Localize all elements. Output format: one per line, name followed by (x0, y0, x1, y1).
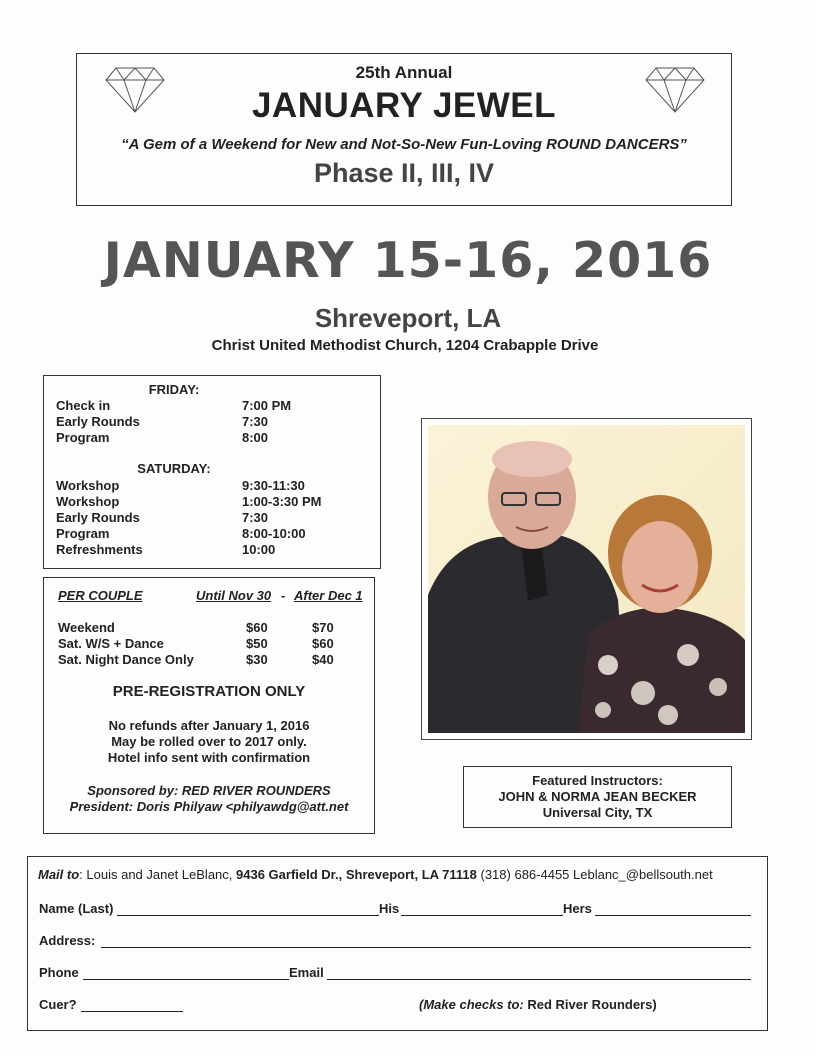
schedule-time: 9:30-11:30 (242, 478, 305, 493)
instructors-location: Universal City, TX (542, 805, 653, 820)
schedule-time: 7:30 (242, 414, 269, 429)
phone-email-row (39, 965, 757, 983)
email-field[interactable] (327, 965, 751, 980)
late-price: $60 (312, 636, 334, 651)
schedule-activity: Early Rounds (56, 414, 140, 429)
schedule-time: 7:00 PM (242, 398, 292, 413)
price-row (58, 620, 368, 636)
phone-field[interactable] (83, 965, 289, 980)
schedule-activity: Program (56, 526, 110, 541)
instructors-photo (428, 425, 745, 733)
schedule-row (56, 478, 366, 494)
price-label: Weekend (58, 620, 115, 635)
schedule-time: 8:00 (242, 430, 269, 445)
featured-instructors-box (463, 766, 732, 828)
schedule-row (56, 414, 366, 430)
schedule-time: 1:00-3:30 PM (242, 494, 322, 509)
email-label: Email (289, 965, 324, 980)
price-label: Sat. W/S + Dance (58, 636, 164, 651)
schedule-activity: Refreshments (56, 542, 143, 557)
event-header-box (76, 53, 732, 206)
make-checks-label: (Make checks to: (419, 997, 524, 1012)
phase-levels: Phase II, III, IV (313, 158, 495, 188)
late-price-heading: After Dec 1 (294, 588, 363, 603)
annual-label: 25th Annual (355, 63, 453, 82)
schedule-row (56, 542, 366, 558)
cuer-label: Cuer? (39, 997, 77, 1012)
instructors-photo-frame (421, 418, 752, 740)
schedule-activity: Workshop (56, 494, 120, 509)
cuer-field[interactable] (81, 997, 183, 1012)
price-label: Sat. Night Dance Only (58, 652, 194, 667)
schedule-row (56, 510, 366, 526)
name-last-label: Name (Last) (39, 901, 114, 916)
schedule-box (43, 375, 381, 569)
saturday-heading: SATURDAY: (137, 461, 211, 476)
hers-label: Hers (563, 901, 592, 916)
event-tagline: “A Gem of a Weekend for New and Not-So-New Fun-Loving ROUND DANCERS” (121, 136, 687, 153)
late-price: $70 (312, 620, 334, 635)
mail-to-name: : Louis and Janet LeBlanc, (79, 867, 237, 882)
early-price: $50 (246, 636, 268, 651)
mail-to-line (38, 867, 763, 882)
pricing-box (43, 577, 375, 834)
event-dates: JANUARY 15-16, 2016 (103, 232, 713, 289)
schedule-row (56, 398, 366, 414)
price-heading-separator: - (281, 588, 286, 603)
late-price: $40 (312, 652, 334, 667)
early-price: $30 (246, 652, 268, 667)
his-label: His (379, 901, 400, 916)
event-venue: Christ United Methodist Church, 1204 Crabapple Drive (211, 337, 599, 354)
mail-to-contact: (318) 686-4455 Leblanc_@bellsouth.net (476, 867, 713, 882)
make-checks-payee: Red River Rounders) (523, 997, 657, 1012)
make-checks-note (419, 997, 657, 1012)
schedule-time: 7:30 (242, 510, 269, 525)
schedule-row (56, 494, 366, 510)
registration-form (27, 856, 768, 1031)
schedule-activity: Check in (56, 398, 111, 413)
policy-note: No refunds after January 1, 2016 (108, 718, 310, 733)
schedule-time: 10:00 (242, 542, 276, 557)
event-title: JANUARY JEWEL (251, 86, 557, 125)
his-field[interactable] (401, 901, 563, 916)
early-price: $60 (246, 620, 268, 635)
preregistration-notice: PRE-REGISTRATION ONLY (112, 683, 306, 700)
mail-to-address: 9436 Garfield Dr., Shreveport, LA 71118 (236, 867, 477, 882)
per-couple-heading: PER COUPLE (58, 588, 143, 603)
address-field[interactable] (101, 933, 751, 948)
early-price-heading: Until Nov 30 (196, 588, 272, 603)
address-label: Address: (39, 933, 96, 948)
instructors-names: JOHN & NORMA JEAN BECKER (498, 789, 697, 804)
event-city: Shreveport, LA (314, 303, 502, 333)
schedule-time: 8:00-10:00 (242, 526, 306, 541)
schedule-activity: Early Rounds (56, 510, 140, 525)
sponsor-line: Sponsored by: RED RIVER ROUNDERS (87, 783, 331, 798)
schedule-activity: Workshop (56, 478, 120, 493)
price-row (58, 652, 368, 668)
friday-heading: FRIDAY: (148, 382, 200, 397)
hers-field[interactable] (595, 901, 751, 916)
name-last-field[interactable] (117, 901, 379, 916)
policy-note: May be rolled over to 2017 only. (111, 734, 307, 749)
president-line: President: Doris Philyaw <philyawdg@att.net (69, 799, 349, 814)
cuer-row (39, 997, 757, 1015)
schedule-row (56, 430, 366, 446)
address-row (39, 933, 757, 951)
name-row (39, 901, 757, 919)
phone-label: Phone (39, 965, 79, 980)
schedule-activity: Program (56, 430, 110, 445)
price-row (58, 636, 368, 652)
schedule-row (56, 526, 366, 542)
mail-to-label: Mail to (38, 867, 80, 882)
instructors-label: Featured Instructors: (532, 773, 663, 788)
policy-note: Hotel info sent with confirmation (107, 750, 311, 765)
